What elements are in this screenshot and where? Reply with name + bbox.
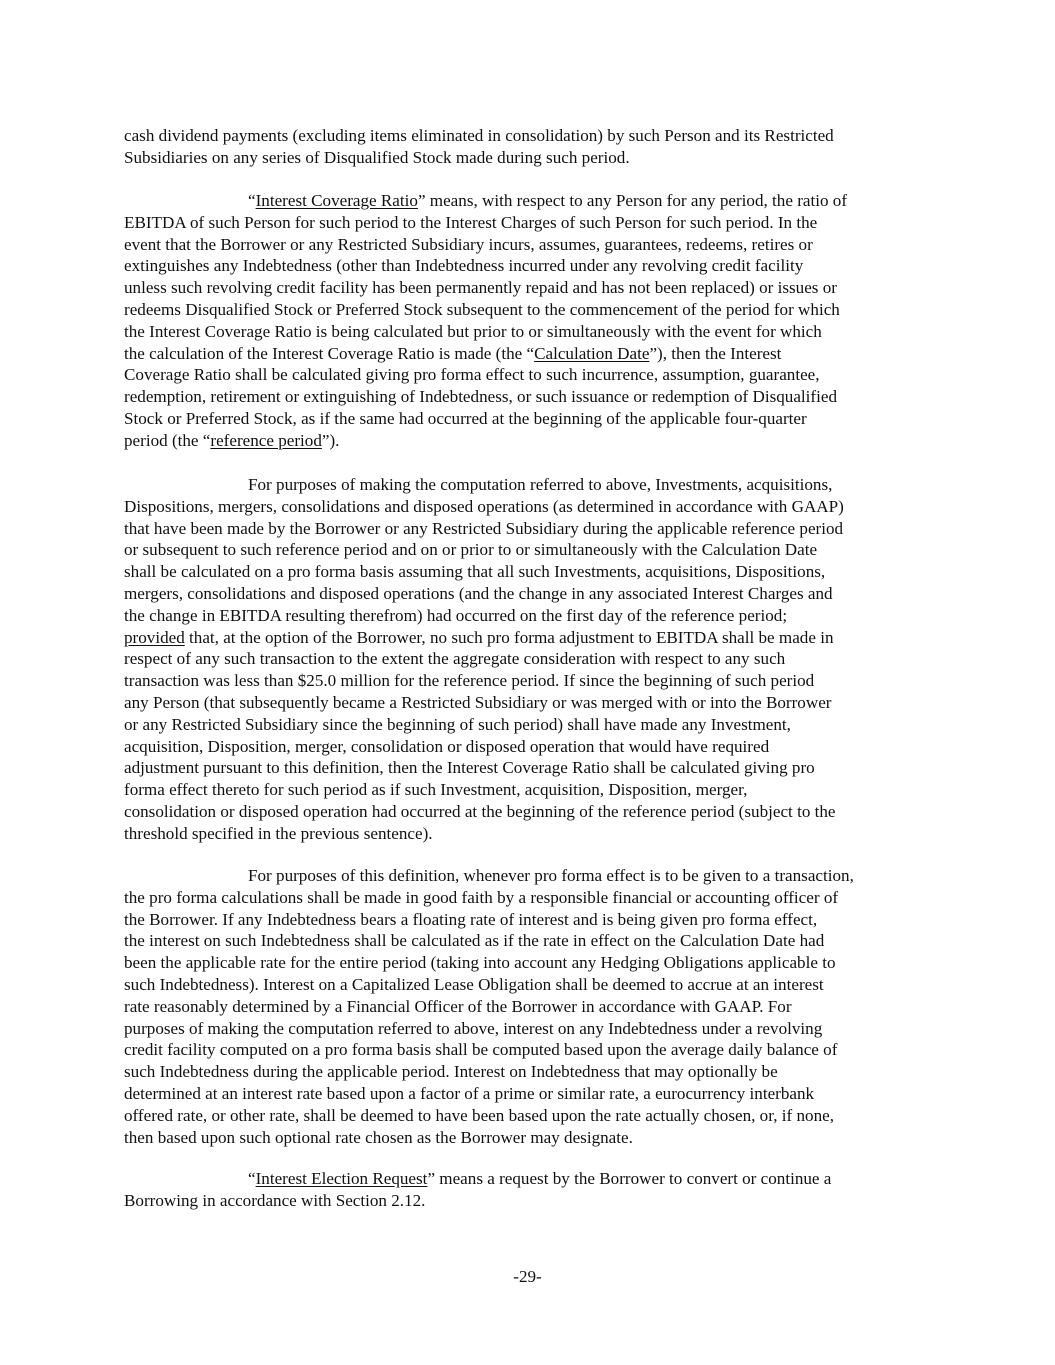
text-line — [124, 496, 844, 518]
text-line — [124, 364, 820, 386]
text-segment: such Indebtedness). Interest on a Capitalized Lease Obligation shall be deemed to accrue at an interest — [124, 975, 824, 994]
text-line — [248, 865, 854, 887]
text-line — [124, 627, 834, 649]
text-segment: the interest on such Indebtedness shall be calculated as if the rate in effect on the Calculation Date had — [124, 931, 825, 951]
text-segment: then based upon such optional rate chosen as the Borrower may designate. — [124, 1127, 633, 1147]
defined-term: provided — [124, 627, 185, 647]
text-segment: Dispositions, mergers, consolidations and disposed operations (as determined in accordance with GAAP) — [124, 496, 844, 516]
text-line — [124, 779, 747, 801]
text-line — [248, 474, 832, 496]
text-segment: For purposes of this definition, whenever pro forma effect is to be given to a transaction, — [248, 866, 854, 885]
text-segment: shall be calculated on a pro forma basis assuming that all such Investments, acquisitions, Dispositions, — [124, 562, 826, 582]
text-segment: the pro forma calculations shall be made in good faith by a responsible financial or accounting officer of — [124, 887, 839, 907]
text-segment: or any Restricted Subsidiary since the beginning of such period) shall have made any Investment, — [124, 714, 791, 734]
text-segment: credit facility computed on a pro forma basis shall be computed based upon the average daily balance of — [124, 1040, 838, 1060]
text-line — [124, 1061, 778, 1083]
text-segment: cash dividend payments (excluding items eliminated in consolidation) by such Person and its Restricted — [124, 126, 834, 145]
text-segment: “ — [248, 191, 256, 210]
text-line — [124, 1083, 814, 1105]
text-line — [124, 801, 836, 823]
defined-term: Calculation Date — [534, 343, 650, 363]
text-segment: extinguishes any Indebtedness (other than Indebtedness incurred under any revolving credit facility — [124, 256, 804, 276]
defined-term: Interest Election Request — [255, 1169, 428, 1188]
text-line — [124, 255, 803, 277]
text-segment: or subsequent to such reference period and on or prior to or simultaneously with the Calculation Date — [124, 540, 818, 560]
text-segment: ”), then the Interest — [649, 343, 782, 363]
text-segment: that, at the option of the Borrower, no such pro forma adjustment to EBITDA shall be made in — [184, 627, 834, 647]
text-line — [124, 823, 433, 845]
text-line — [248, 190, 847, 212]
text-line — [124, 952, 836, 974]
text-line — [124, 692, 831, 714]
text-line — [124, 583, 833, 605]
defined-term: reference period — [210, 430, 322, 450]
text-line — [124, 1018, 822, 1040]
text-segment: For purposes of making the computation referred to above, Investments, acquisitions, — [248, 475, 833, 494]
text-line — [124, 299, 840, 321]
text-line — [124, 321, 822, 343]
text-line — [124, 714, 791, 736]
text-line — [124, 757, 815, 779]
text-segment: acquisition, Disposition, merger, consolidation or disposed operation that would have required — [124, 736, 770, 756]
text-segment: been the applicable rate for the entire period (taking into account any Hedging Obligations applicable to — [124, 953, 836, 973]
text-segment: purposes of making the computation referred to above, interest on any Indebtedness under a revolving — [124, 1018, 823, 1038]
text-line — [124, 1190, 425, 1212]
text-segment: Subsidiaries on any series of Disqualified Stock made during such period. — [124, 147, 630, 167]
text-line — [124, 909, 817, 931]
text-line — [124, 518, 843, 540]
text-segment: Stock or Preferred Stock, as if the same had occurred at the beginning of the applicable four-quarter — [124, 409, 807, 428]
text-line — [124, 212, 817, 234]
text-segment: ” means a request by the Borrower to convert or continue a — [427, 1169, 832, 1188]
text-line — [124, 887, 838, 909]
text-segment: mergers, consolidations and disposed operations (and the change in any associated Interest Charges and — [124, 584, 833, 603]
text-segment: the change in EBITDA resulting therefrom) had occurred on the first day of the reference period; — [124, 605, 788, 625]
text-line — [124, 605, 787, 627]
text-line — [124, 234, 813, 256]
text-segment: consolidation or disposed operation had occurred at the beginning of the reference period (subject to the — [124, 802, 836, 821]
text-segment: that have been made by the Borrower or any Restricted Subsidiary during the applicable reference period — [124, 518, 844, 538]
text-segment: the Interest Coverage Ratio is being calculated but prior to or simultaneously with the event for which — [124, 321, 822, 341]
text-line — [124, 1039, 837, 1061]
text-line — [248, 1168, 831, 1190]
text-segment: event that the Borrower or any Restricted Subsidiary incurs, assumes, guarantees, redeems, retires or — [124, 234, 813, 254]
text-segment: redemption, retirement or extinguishing of Indebtedness, or such issuance or redemption of Disqualified — [124, 387, 838, 407]
text-line — [124, 996, 792, 1018]
text-line — [124, 561, 825, 583]
text-line — [124, 277, 837, 299]
text-segment: threshold specified in the previous sentence). — [124, 823, 433, 843]
text-segment: respect of any such transaction to the extent the aggregate consideration with respect to any such — [124, 649, 786, 669]
text-line — [124, 1105, 834, 1127]
text-segment: ” means, with respect to any Person for any period, the ratio of — [417, 191, 848, 210]
text-line — [124, 539, 817, 561]
text-line — [124, 343, 781, 365]
text-segment: transaction was less than $25.0 million for the reference period. If since the beginning of such period — [124, 671, 815, 691]
text-line — [124, 1127, 633, 1149]
text-segment: rate reasonably determined by a Financial Officer of the Borrower in accordance with GAAP. For — [124, 996, 792, 1016]
text-line — [124, 736, 769, 758]
text-segment: redeems Disqualified Stock or Preferred Stock subsequent to the commencement of the period for which — [124, 300, 840, 319]
text-line — [124, 147, 630, 169]
text-segment: Coverage Ratio shall be calculated giving pro forma effect to such incurrence, assumption, guarantee, — [124, 365, 820, 385]
text-line — [124, 408, 807, 430]
text-segment: Borrowing in accordance with Section 2.12. — [124, 1190, 426, 1210]
text-segment: adjustment pursuant to this definition, then the Interest Coverage Ratio shall be calculated giving pro — [124, 758, 815, 778]
text-segment: forma effect thereto for such period as if such Investment, acquisition, Disposition, merger, — [124, 780, 748, 800]
text-segment: such Indebtedness during the applicable period. Interest on Indebtedness that may optionally be — [124, 1062, 778, 1082]
text-line — [124, 386, 837, 408]
text-line — [124, 670, 814, 692]
text-segment: any Person (that subsequently became a Restricted Subsidiary or was merged with or into the Borrower — [124, 693, 832, 712]
text-segment: determined at an interest rate based upon a factor of a prime or similar rate, a eurocurrency interbank — [124, 1084, 815, 1103]
text-segment: “ — [248, 1169, 256, 1188]
text-segment: the calculation of the Interest Coverage Ratio is made (the “ — [124, 343, 535, 363]
text-segment: EBITDA of such Person for such period to the Interest Charges of such Person for such period. In the — [124, 212, 818, 232]
text-line — [124, 125, 834, 147]
text-line — [124, 430, 339, 452]
defined-term: Interest Coverage Ratio — [255, 191, 418, 210]
text-segment: period (the “ — [124, 430, 211, 450]
text-line — [124, 930, 824, 952]
text-segment: offered rate, or other rate, shall be deemed to have been based upon the rate actually chosen, or, if none, — [124, 1105, 834, 1125]
text-line — [124, 974, 824, 996]
text-segment: the Borrower. If any Indebtedness bears a floating rate of interest and is being given pro forma effect, — [124, 909, 818, 929]
text-line — [124, 648, 785, 670]
text-segment: ”). — [321, 430, 340, 450]
page-number: -29- — [513, 1267, 542, 1286]
text-segment: unless such revolving credit facility has been permanently repaid and has not been replaced) or issues or — [124, 278, 837, 298]
